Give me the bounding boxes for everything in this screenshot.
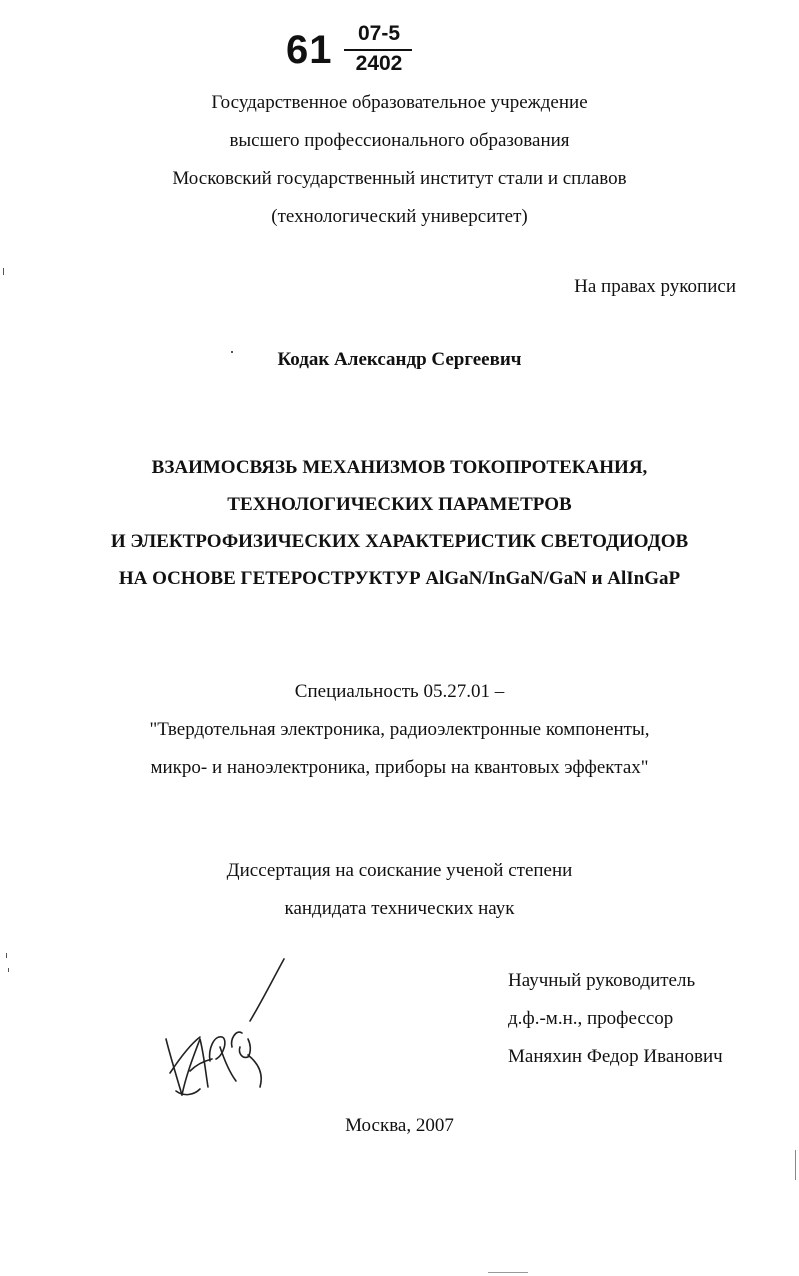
- title-line: ВЗАИМОСВЯЗЬ МЕХАНИЗМОВ ТОКОПРОТЕКАНИЯ,: [151, 457, 648, 478]
- title-line: И ЭЛЕКТРОФИЗИЧЕСКИХ ХАРАКТЕРИСТИК СВЕТОДИОДОВ: [110, 531, 689, 552]
- library-stamp-number: [286, 22, 426, 82]
- specialty-line: "Твердотельная электроника, радиоэлектронные компоненты,: [149, 719, 650, 740]
- title-line: ТЕХНОЛОГИЧЕСКИХ ПАРАМЕТРОВ: [227, 494, 572, 515]
- supervisor-line: Научный руководитель: [508, 970, 696, 991]
- institution-line: (технологический университет): [271, 206, 528, 227]
- supervisor-line: Маняхин Федор Иванович: [508, 1046, 723, 1067]
- scan-edge-mark: [795, 1150, 796, 1180]
- scan-edge-mark: [488, 1272, 528, 1273]
- institution-block: [0, 84, 799, 236]
- institution-line: Государственное образовательное учреждение: [211, 92, 588, 113]
- dissertation-title: [0, 449, 799, 597]
- degree-line: кандидата технических наук: [284, 898, 515, 919]
- institution-line: высшего профессионального образования: [229, 130, 570, 151]
- stamp-main-number: 61: [286, 28, 333, 72]
- institution-line: Московский государственный институт стали и сплавов: [172, 168, 627, 189]
- manuscript-rights-note: На правах рукописи: [574, 276, 736, 297]
- degree-block: [0, 852, 799, 928]
- specialty-line: Специальность 05.27.01 –: [294, 681, 505, 702]
- scan-speck: [3, 268, 4, 275]
- author-name: Кодак Александр Сергеевич: [277, 349, 522, 370]
- scan-speck: [231, 351, 233, 353]
- specialty-block: [0, 673, 799, 787]
- supervisor-block: [508, 962, 723, 1076]
- supervisor-line: д.ф.-м.н., профессор: [508, 1008, 674, 1029]
- degree-line: Диссертация на соискание ученой степени: [226, 860, 573, 881]
- title-line: НА ОСНОВЕ ГЕТЕРОСТРУКТУР AlGaN/InGaN/GaN и AlInGaP: [118, 568, 681, 589]
- stamp-fraction-line: [344, 49, 412, 51]
- handwritten-signature: [160, 955, 290, 1105]
- stamp-denominator: 2402: [355, 52, 403, 75]
- city-year: Москва, 2007: [345, 1115, 454, 1136]
- scan-speck: [6, 953, 7, 958]
- scan-speck: [8, 968, 9, 972]
- specialty-line: микро- и наноэлектроника, приборы на квантовых эффектах": [150, 757, 649, 778]
- stamp-numerator: 07-5: [357, 22, 401, 45]
